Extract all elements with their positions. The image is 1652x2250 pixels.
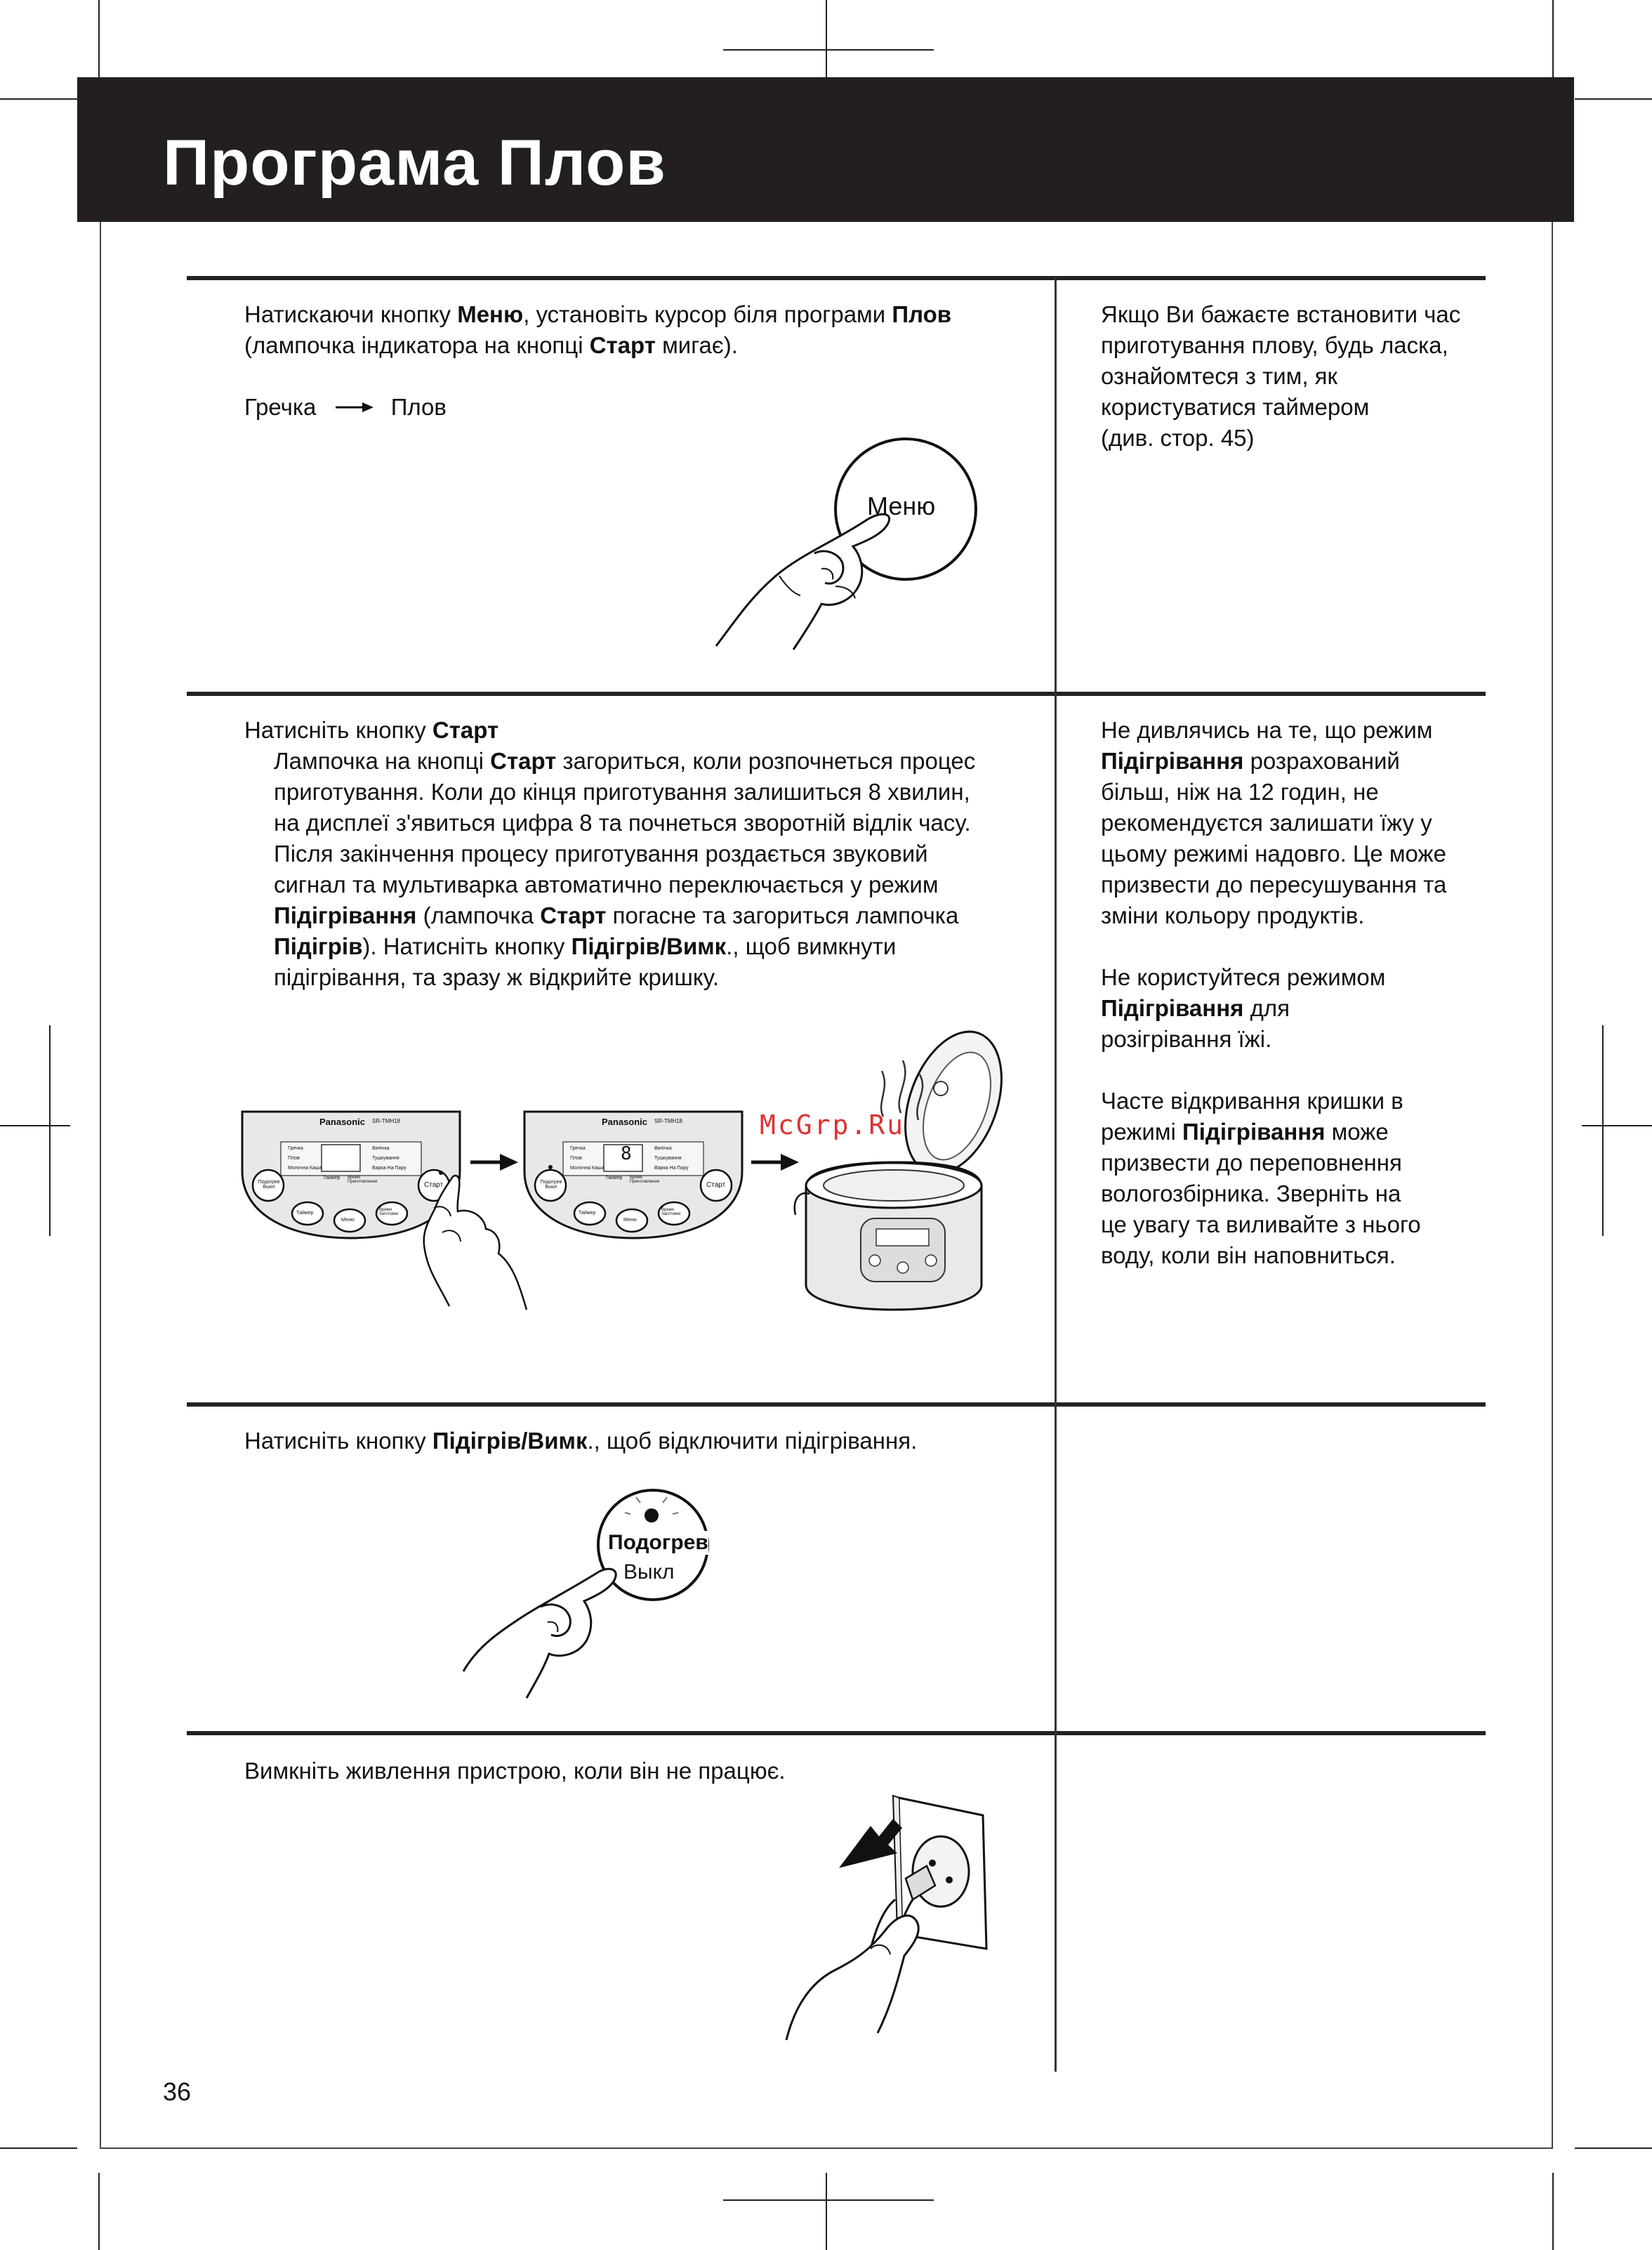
panel-brand: Panasonic — [602, 1117, 648, 1127]
note-line: користуватися таймером — [1101, 394, 1370, 420]
panel-btn: Меню — [341, 1218, 355, 1223]
keep-warm-button-illustration — [456, 1475, 723, 1699]
bold-term: Старт — [432, 717, 499, 743]
step2-line: підігрівання, та зразу ж відкрийте кришку. — [274, 964, 719, 990]
panel-row: Гречка — [288, 1146, 303, 1151]
crop-mark — [0, 98, 77, 100]
step1-line: (лампочка індикатора на кнопці Старт мигає). — [244, 332, 738, 358]
bold-term: Меню — [457, 301, 524, 327]
crop-mark — [98, 2173, 100, 2250]
step2-line: Після закінчення процесу приготування роздається звуковий — [274, 841, 928, 867]
note-line: рекомендуєтся залишати їжу у — [1101, 810, 1432, 836]
section-rule — [187, 276, 1486, 280]
panel-brand: Panasonic — [319, 1117, 366, 1127]
panel-timer: Таймер — [605, 1176, 623, 1180]
bold-term: Підігрівання — [1101, 995, 1244, 1021]
step2-line: сигнал та мультиварка автоматично переключається у режим — [274, 871, 939, 897]
menu-button-illustration — [709, 435, 1004, 653]
step2-line: приготування. Коли до кінця приготування залишиться 8 хвилин, — [274, 779, 970, 805]
bold-term: Плов — [892, 301, 952, 327]
menu-sequence — [244, 392, 447, 423]
step2-line: на дисплеї з'явиться цифра 8 та почнеться зворотній відлік часу. — [274, 810, 971, 836]
crop-mark — [1575, 98, 1652, 100]
step1-line: Натискаючи кнопку Меню, установіть курсор біля програми Плов — [244, 301, 952, 327]
note-line: Підігрівання розрахований — [1101, 748, 1400, 774]
arrow-right-icon — [470, 1152, 520, 1173]
panel-time: Время Приготовления — [630, 1176, 660, 1184]
step1-text — [244, 299, 951, 361]
crop-mark — [1552, 0, 1554, 77]
bold-term: Підігрів/Вимк — [571, 933, 727, 959]
note-line: Не дивлячись на те, що режим — [1101, 717, 1433, 743]
panel-row: Варка На Пару — [654, 1166, 689, 1171]
panel-keep-warm: Подогрев Выкл — [540, 1180, 562, 1190]
bold-term: Підігрівання — [1101, 748, 1244, 774]
crop-mark — [98, 0, 100, 77]
note-line: режимі Підігрівання може — [1101, 1119, 1389, 1145]
step2-text — [244, 715, 975, 993]
crop-mark — [723, 49, 934, 51]
panel-time: Время Приготовления — [348, 1176, 378, 1184]
note-line: призвести до переповнення — [1101, 1150, 1402, 1176]
section-rule — [187, 1402, 1486, 1407]
step2-line: Підігрівання (лампочка Старт погасне та загориться лампочка — [274, 902, 959, 928]
page-frame-right — [1552, 98, 1553, 2149]
crop-mark — [1552, 2173, 1554, 2250]
panel-btn: Таймер — [296, 1211, 314, 1216]
bold-term: Старт — [540, 902, 607, 928]
panel-keep-warm: Подогрев Выкл — [258, 1180, 280, 1190]
section-rule — [187, 692, 1486, 696]
bold-term: Підігрів — [274, 933, 363, 959]
hand-icon — [716, 514, 890, 650]
panel-row: Плов — [288, 1156, 300, 1161]
note-line: розігрівання їжі. — [1101, 1026, 1272, 1052]
step4-text — [244, 1756, 786, 1787]
crop-mark — [49, 1025, 51, 1236]
note-line — [1101, 931, 1446, 962]
panel-row: Плов — [570, 1156, 582, 1161]
keep-warm-label-bottom: Выкл — [623, 1560, 675, 1584]
step3-text — [244, 1426, 917, 1456]
column-divider — [1055, 277, 1057, 2072]
sequence-from: Гречка — [244, 394, 317, 420]
panel-btn: Таймер — [579, 1211, 596, 1216]
arrow-down-left-icon — [839, 1819, 902, 1868]
note-line: Не користуйтеся режимом — [1101, 964, 1386, 990]
note-line — [1101, 1055, 1446, 1086]
step1-note — [1101, 299, 1460, 454]
panel-row: Випічка — [372, 1146, 390, 1151]
step3-line: Натисніть кнопку Підігрів/Вимк., щоб відключити підігрівання. — [244, 1428, 918, 1454]
step2-intro: Натисніть кнопку Старт — [244, 717, 499, 743]
panel-btn: Время Заготовки — [661, 1208, 681, 1216]
panel-model: SR-TMH18 — [372, 1118, 401, 1124]
step4-line: Вимкніть живлення пристрою, коли він не працює. — [244, 1758, 786, 1784]
sequence-to: Плов — [390, 394, 447, 420]
note-line: призвести до пересушування та — [1101, 871, 1447, 897]
panel-row: Тушкування — [372, 1156, 399, 1161]
note-line: (див. стор. 45) — [1101, 425, 1255, 451]
note-line: воду, коли він наповниться. — [1101, 1242, 1396, 1268]
panel-row: Гречка — [570, 1146, 586, 1151]
crop-mark — [826, 0, 827, 77]
panel-timer: Таймер — [323, 1176, 341, 1180]
hand-icon — [463, 1569, 616, 1698]
step2-line: Підігрів). Натисніть кнопку Підігрів/Вимк., щоб вимкнути — [274, 933, 897, 959]
crop-mark — [0, 2147, 77, 2149]
section-rule — [187, 1731, 1486, 1735]
panel-btn: Время Заготовки — [379, 1208, 399, 1216]
crop-mark — [1602, 1025, 1604, 1236]
unplug-illustration — [772, 1787, 997, 2047]
panel-start: Старт — [424, 1181, 444, 1189]
hand-icon — [407, 1166, 534, 1313]
note-line: приготування плову, будь ласка, — [1101, 332, 1448, 358]
arrow-right-icon — [336, 400, 375, 414]
note-line: Часте відкривання кришки в — [1101, 1088, 1403, 1114]
rice-cooker-illustration — [792, 1011, 1038, 1313]
bold-term: Підігрівання — [1182, 1119, 1326, 1145]
crop-mark — [723, 2199, 934, 2201]
panel-row: Молочна Каша — [570, 1166, 604, 1171]
note-line: зміни кольору продуктів. — [1101, 902, 1365, 928]
panel-row: Випічка — [654, 1146, 672, 1151]
note-line: це увагу та виливайте з нього — [1101, 1211, 1421, 1237]
page-frame-bottom — [100, 2147, 1553, 2149]
note-line: Підігрівання для — [1101, 995, 1290, 1021]
step2-note — [1101, 715, 1446, 1271]
panel-row: Молочна Каша — [288, 1166, 322, 1171]
note-line: Якщо Ви бажаєте встановити час — [1101, 301, 1461, 327]
keep-warm-label-top: Подогрев — [608, 1531, 708, 1554]
bold-term: Підігрівання — [274, 902, 417, 928]
note-line: ознайомтеся з тим, як — [1101, 363, 1337, 389]
panel-start: Старт — [706, 1181, 726, 1189]
crop-mark — [1582, 1125, 1652, 1126]
bold-term: Старт — [589, 332, 656, 358]
panel-row: Тушкування — [654, 1156, 682, 1161]
menu-button-label: Меню — [867, 492, 936, 520]
note-line: вологозбірника. Зверніть на — [1101, 1180, 1401, 1206]
panel-model: SR-TMH18 — [654, 1118, 683, 1124]
crop-mark — [1575, 2147, 1652, 2149]
indicator-light-icon — [645, 1508, 659, 1522]
step2-line: Лампочка на кнопці Старт загориться, коли розпочнеться процес — [274, 748, 976, 774]
panel-display: 8 — [621, 1143, 632, 1164]
page-number: 36 — [163, 2077, 192, 2106]
hand-icon — [786, 1916, 918, 2040]
panel-btn: Меню — [623, 1218, 637, 1223]
header-bar — [77, 77, 1574, 222]
watermark: McGrp.Ru — [760, 1110, 906, 1140]
page-title: Програма Плов — [163, 127, 666, 199]
crop-mark — [826, 2173, 827, 2250]
panel-row: Варка На Пару — [372, 1166, 407, 1171]
bold-term: Підігрів/Вимк — [432, 1428, 588, 1454]
note-line: більш, ніж на 12 годин, не — [1101, 779, 1379, 805]
bold-term: Старт — [490, 748, 557, 774]
page-frame-left — [100, 98, 101, 2149]
note-line: цьому режимі надовго. Це може — [1101, 841, 1446, 867]
crop-mark — [0, 1125, 70, 1126]
